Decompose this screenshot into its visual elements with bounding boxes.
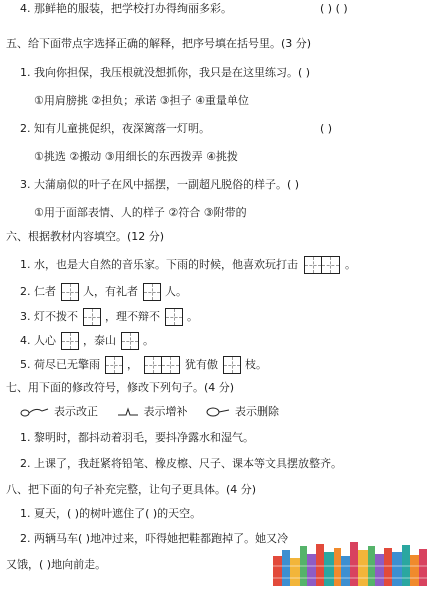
question-end: 。 (143, 334, 154, 347)
s6-question-3 (20, 308, 198, 326)
legend-label: 表示增补 (143, 405, 188, 418)
s5-question-3: 3. 大蒲扇似的叶子在风中摇摆，一副超凡脱俗的样子。( ) (20, 178, 300, 191)
s7-question-2: 2. 上课了，我赶紧将铅笔、橡皮檫、尺子、课本等文具摆放整齐。 (20, 457, 342, 470)
section-5-title: 五、给下面带点字选择正确的解释，把序号填在括号里。(3 分) (6, 37, 312, 50)
s8-question-1: 1. 夏天，( )的树叶遮住了( )的天空。 (20, 507, 202, 520)
s7-question-1: 1. 黎明时，都抖动着羽毛，要抖净露水和湿气。 (20, 431, 254, 444)
question-text: 2. 仁者 (20, 285, 56, 298)
question-4-partial (20, 2, 348, 16)
question-text: 5. 荷尽已无擎雨 (20, 358, 100, 371)
answer-box[interactable] (223, 356, 241, 374)
answer-box[interactable] (83, 308, 101, 326)
answer-box[interactable] (105, 356, 123, 374)
question-end: 枝。 (245, 358, 267, 371)
legend-label: 表示删除 (235, 405, 279, 418)
s5-q3-options: ①用于面部表情、人的样子 ②符合 ③附带的 (34, 206, 247, 219)
s6-question-5 (20, 356, 267, 374)
s6-question-4 (20, 332, 154, 350)
answer-box[interactable] (61, 332, 79, 350)
question-text: 1. 水，也是大自然的音乐家。下雨的时候，他喜欢玩打击 (20, 258, 298, 271)
s5-q2-options: ①挑选 ②搬动 ③用细长的东西拨弄 ④挑拨 (34, 150, 238, 163)
question-text: 4. 人心 (20, 334, 56, 347)
answer-box[interactable] (61, 283, 79, 301)
question-text-mid: 犹有傲 (185, 358, 218, 371)
s6-question-1 (20, 256, 356, 274)
question-text: 4. 那鲜艳的服装，把学校打办得绚丽多彩。 (20, 2, 232, 15)
books-decoration (267, 536, 427, 586)
answer-paren: ( ) (320, 122, 333, 135)
section-8-title: 八、把下面的句子补充完整，让句子更具体。(4 分) (6, 483, 257, 496)
section-7-title: 七、用下面的修改符号，修改下列句子。(4 分) (6, 381, 235, 394)
s8-question-2: 2. 两辆马车( )地冲过来，吓得她把鞋都跑掉了。她又冷 (20, 532, 289, 545)
question-text: 2. 知有儿童挑促织，夜深篱落一灯明。 (20, 122, 210, 135)
correction-mark-icon (20, 405, 50, 419)
edit-symbols-legend (20, 405, 279, 419)
section-6-title: 六、根据教材内容填空。(12 分) (6, 230, 165, 243)
s6-question-2 (20, 283, 187, 301)
answer-box[interactable] (165, 308, 183, 326)
question-end: 。 (345, 258, 356, 271)
deletion-mark-icon (205, 405, 231, 419)
question-text-mid: ，理不辩不 (105, 310, 160, 323)
s5-question-2 (20, 122, 333, 136)
s5-q1-options: ①用肩膀挑 ②担负；承诺 ③担子 ④重量单位 (34, 94, 249, 107)
question-text: 3. 灯不拨不 (20, 310, 78, 323)
question-end: 。 (187, 310, 198, 323)
answer-boxes[interactable] (304, 256, 340, 274)
answer-box[interactable] (121, 332, 139, 350)
question-end: 人。 (165, 285, 187, 298)
answer-box[interactable] (143, 283, 161, 301)
question-text-mid: 人，有礼者 (83, 285, 138, 298)
s5-question-1: 1. 我向你担保，我压根就没想抓你，我只是在这里练习。( ) (20, 66, 311, 79)
question-text-mid: ， (127, 358, 138, 371)
insertion-mark-icon (116, 405, 140, 419)
legend-label: 表示改正 (54, 405, 98, 418)
answer-parens: ( ) ( ) (320, 2, 348, 15)
answer-boxes[interactable] (144, 356, 180, 374)
s8-question-2-cont: 又饿，( )地向前走。 (6, 558, 107, 571)
question-text-mid: ，泰山 (83, 334, 116, 347)
